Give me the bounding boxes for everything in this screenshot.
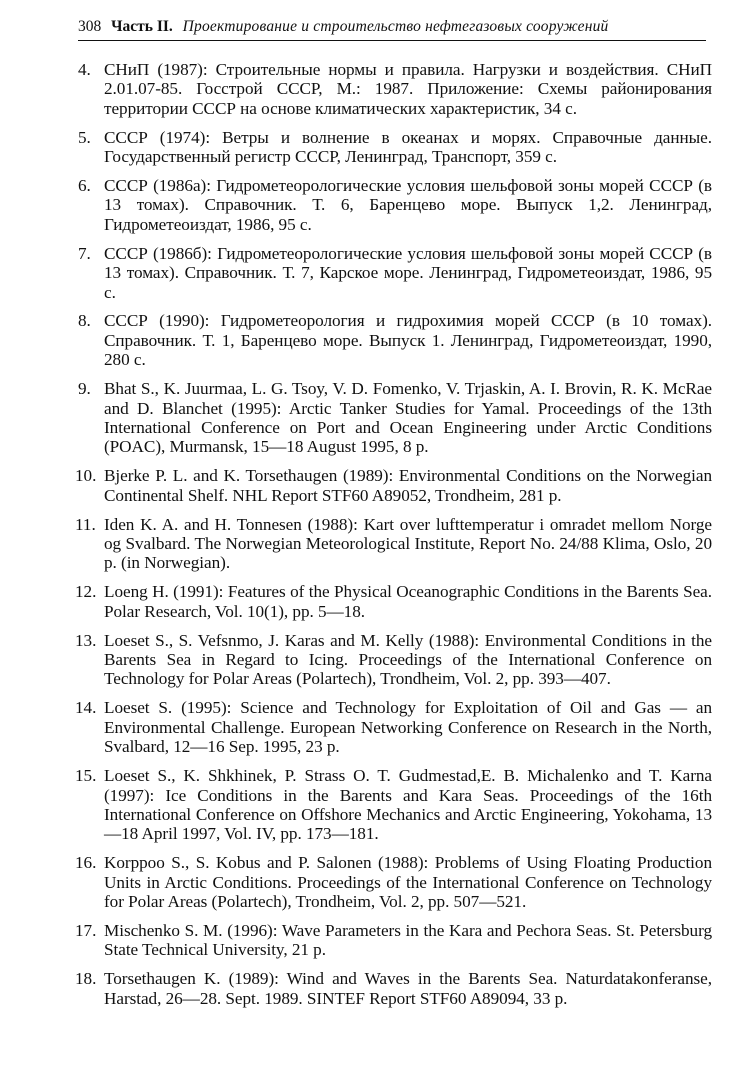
reference-number: 4. [78, 60, 91, 79]
reference-number: 8. [78, 311, 91, 331]
reference-number: 16. [75, 853, 97, 873]
reference-item [75, 766, 712, 844]
reference-item [75, 853, 712, 912]
reference-item [75, 920, 712, 960]
reference-item [78, 176, 712, 234]
reference-number: 17. [75, 920, 97, 940]
reference-number: 7. [78, 243, 91, 263]
reference-item [75, 466, 712, 505]
reference-item [75, 514, 712, 573]
reference-text: Loeset S., K. Shkhinek, P. Strass O. T. Gudmestad,E. B. Michalenko and T. Karna (1997): Ice Conditions in the Barents and Kara Seas. Proceedings of the 16th International Conference on Offshore Mechanics and Arctic Engineering, Yokohama, 13—18 April 1997, Vol. IV, pp. 173—181. [104, 766, 712, 844]
page-number: 308 [78, 18, 102, 35]
running-head [78, 16, 706, 41]
reference-item [78, 244, 712, 302]
reference-item [75, 630, 712, 689]
part-title: Проектирование и строительство нефтегазовых сооружений [182, 18, 609, 35]
reference-text: СССР (1986a): Гидрометеорологические условия шельфовой зоны морей СССР (в 13 томах). Справочник. Т. 6, Баренцево море. Выпуск 1,2. Ленинград, Гидрометеоиздат, 1986, 95 с. [104, 176, 712, 234]
reference-item [78, 311, 712, 369]
reference-text: Loeset S., S. Vefsnmo, J. Karas and M. Kelly (1988): Environmental Conditions in the Barents Sea in Regard to Icing. Proceedings of the International Conference on Technology for Polar Areas (Polartech), Trondheim, Vol. 2, pp. 393—407. [104, 630, 712, 689]
reference-text: Loeng H. (1991): Features of the Physical Oceanographic Conditions in the Barents Sea. Polar Research, Vol. 10(1), pp. 5—18. [104, 582, 712, 621]
reference-text: СССР (1990): Гидрометеорология и гидрохимия морей СССР (в 10 томах). Справочник. Т. 1, Баренцево море. Выпуск 1. Ленинград, Гидрометеоиздат, 1990, 280 с. [104, 311, 712, 370]
reference-number: 12. [75, 582, 97, 602]
reference-item [78, 379, 712, 457]
reference-text: СССР (1974): Ветры и волнение в океанах и морях. Справочные данные. Государственный регистр СССР, Ленинград, Транспорт, 359 с. [104, 127, 712, 167]
reference-text: Korppoo S., S. Kobus and P. Salonen (1988): Problems of Using Floating Production Units in Arctic Conditions. Proceedings of the International Conference on Technology for Polar Areas (Polartech), Trondheim, Vol. 2, pp. 507—521. [104, 853, 712, 912]
reference-text: Mischenko S. M. (1996): Wave Parameters in the Kara and Pechora Seas. St. Petersburg State Technical University, 21 p. [104, 920, 712, 960]
reference-item [78, 60, 712, 118]
reference-text: Loeset S. (1995): Science and Technology for Exploitation of Oil and Gas — an Environmental Challenge. European Networking Conference on Research in the North, Svalbard, 12—16 Sep. 1995, 23 p. [104, 698, 712, 757]
reference-item [75, 582, 712, 621]
part-label: Часть II. [111, 18, 173, 35]
reference-item [78, 128, 712, 167]
reference-text: СНиП (1987): Строительные нормы и правила. Нагрузки и воздействия. СНиП 2.01.07-85. Госстрой СССР, М.: 1987. Приложение: Схемы районирования территории СССР на основе климатических характеристик, 34 с. [104, 60, 712, 118]
reference-number: 10. [75, 466, 97, 486]
reference-number: 5. [78, 127, 91, 147]
reference-number: 11. [75, 514, 96, 534]
reference-number: 9. [78, 379, 91, 399]
reference-number: 18. [75, 969, 97, 989]
reference-number: 6. [78, 176, 91, 196]
reference-text: Iden K. A. and H. Tonnesen (1988): Kart over lufttemperatur i omradet mellom Norge og Svalbard. The Norwegian Meteorological Institute, Report No. 24/88 Klima, Oslo, 20 p. (in Norwegian). [104, 514, 712, 573]
reference-number: 14. [75, 698, 97, 718]
reference-number: 13. [75, 630, 97, 650]
reference-text: Torsethaugen K. (1989): Wind and Waves in the Barents Sea. Naturdatakonferanse, Harstad, 26—28. Sept. 1989. SINTEF Report STF60 A89094, 33 p. [104, 969, 712, 1008]
reference-text: Bhat S., K. Juurmaa, L. G. Tsoy, V. D. Fomenko, V. Trjaskin, A. I. Brovin, R. K. McRae and D. Blanchet (1995): Arctic Tanker Studies for Yamal. Proceedings of the 13th International Conference on Port and Ocean Engineering under Arctic Conditions (POAC), Murmansk, 15—18 August 1995, 8 p. [104, 379, 712, 457]
reference-text: СССР (1986б): Гидрометеорологические условия шельфовой зоны морей СССР (в 13 томах). Справочник. Т. 7, Карское море. Ленинград, Гидрометеоиздат, 1986, 95 с. [104, 243, 712, 302]
reference-list [75, 60, 712, 1018]
reference-text: Bjerke P. L. and K. Torsethaugen (1989): Environmental Conditions on the Norwegian Continental Shelf. NHL Report STF60 A89052, Trondheim, 281 p. [104, 466, 712, 505]
reference-item [75, 698, 712, 757]
reference-item [75, 969, 712, 1008]
reference-number: 15. [75, 766, 97, 786]
